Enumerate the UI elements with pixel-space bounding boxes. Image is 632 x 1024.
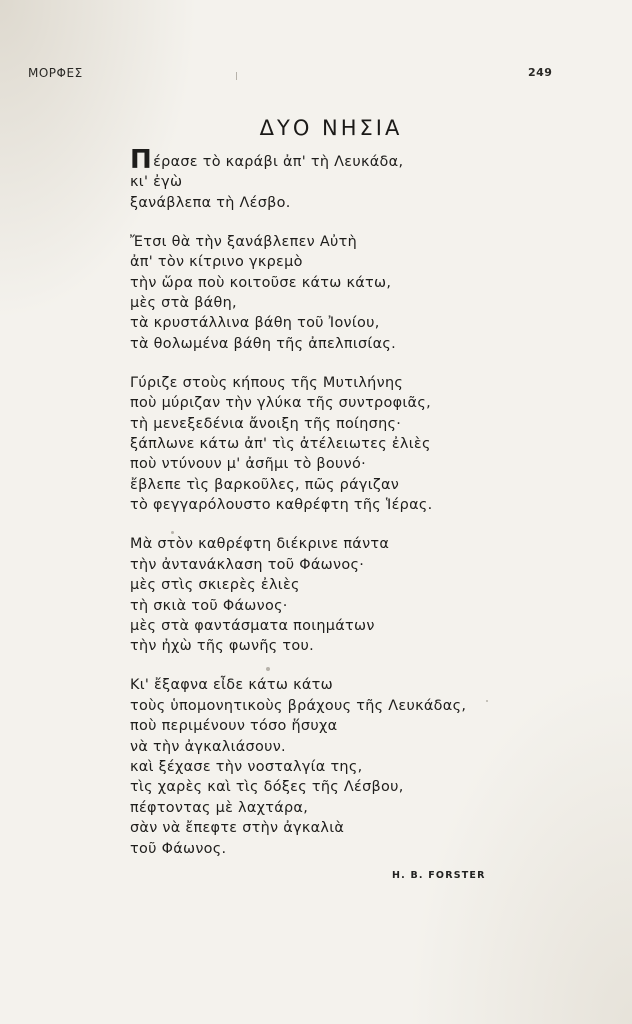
poem-line: κι' ἐγὼ: [130, 174, 183, 191]
poem-line: τὴν ἀντανάκλαση τοῦ Φάωνος·: [130, 556, 365, 573]
poem-line: ξάπλωνε κάτω ἀπ' τὶς ἀτέλειωτες ἐλιὲς: [130, 436, 431, 453]
paper-speck: [236, 72, 237, 80]
poem-line: τοὺς ὑπομονητικοὺς βράχους τῆς Λευκάδας,: [130, 697, 467, 714]
drop-cap: Π: [130, 145, 153, 175]
running-head-journal: ΜΟΡΦΕΣ: [28, 66, 83, 80]
author-signature: H. B. FORSTER: [392, 870, 486, 881]
stanza-3: [130, 373, 530, 516]
poem-line: Γύριζε στοὺς κήπους τῆς Μυτιλήνης: [130, 374, 404, 391]
first-line-text: έρασε τὸ καράβι ἀπ' τὴ Λευκάδα,: [153, 154, 404, 170]
poem-line: ἀπ' τὸν κίτρινο γκρεμὸ: [130, 254, 303, 271]
stanza-5: [130, 675, 530, 859]
poem-line: τὰ θολωμένα βάθη τῆς ἀπελπισίας.: [130, 335, 396, 352]
poem-line: μὲς στὶς σκιερὲς ἐλιὲς: [130, 577, 300, 594]
poem-line: Ἔτσι θὰ τὴν ξανάβλεπεν Αὐτὴ: [130, 233, 358, 250]
poem-line: τὴ σκιὰ τοῦ Φάωνος·: [130, 597, 288, 614]
poem-line: τὰ κρυστάλλινα βάθη τοῦ Ἰονίου,: [130, 315, 380, 332]
poem-line: ποὺ περιμένουν τόσο ἥσυχα: [130, 718, 338, 735]
poem-line: νὰ τὴν ἀγκαλιάσουν.: [130, 738, 286, 755]
stanza-2: [130, 232, 530, 354]
poem-line: μὲς στὰ βάθη,: [130, 295, 237, 312]
poem-line: Κι' ἔξαφνα εἶδε κάτω κάτω: [130, 677, 333, 694]
poem-line: τὴν ἠχὼ τῆς φωνῆς του.: [130, 638, 314, 655]
poem-title: ΔΥΟ ΝΗΣΙΑ: [259, 116, 403, 140]
page-number: 249: [528, 66, 553, 79]
poem-line: καὶ ξέχασε τὴν νοσταλγία της,: [130, 758, 363, 775]
paper-speck: [266, 667, 270, 671]
paper-speck: [486, 700, 488, 702]
poem-line: Μὰ στὸν καθρέφτη διέκρινε πάντα: [130, 536, 390, 553]
poem-body: [130, 145, 530, 878]
poem-line: μὲς στὰ φαντάσματα ποιημάτων: [130, 617, 375, 634]
poem-line: τοῦ Φάωνος.: [130, 840, 227, 857]
paper-speck: [171, 531, 174, 534]
poem-line: τὶς χαρὲς καὶ τὶς δόξες τῆς Λέσβου,: [130, 779, 404, 796]
poem-line: τὸ φεγγαρόλουστο καθρέφτη τῆς Ἱέρας.: [130, 497, 433, 514]
stanza-1: [130, 145, 530, 213]
poem-line: πέφτοντας μὲ λαχτάρα,: [130, 799, 309, 816]
poem-line: [130, 145, 530, 175]
poem-line: ξανάβλεπα τὴ Λέσβο.: [130, 194, 291, 211]
poem-line: τὴν ὥρα ποὺ κοιτοῦσε κάτω κάτω,: [130, 274, 392, 291]
stanza-4: [130, 534, 530, 656]
poem-line: ποὺ μύριζαν τὴν γλύκα τῆς συντροφιᾶς,: [130, 395, 431, 412]
poem-line: τὴ μενεξεδένια ἄνοιξη τῆς ποίησης·: [130, 415, 402, 432]
poem-line: ποὺ ντύνουν μ' ἀσῆμι τὸ βουνό·: [130, 456, 366, 473]
poem-line: ἔβλεπε τὶς βαρκοῦλες, πῶς ράγιζαν: [130, 476, 400, 493]
poem-line: σὰν νὰ ἔπεφτε στὴν ἀγκαλιὰ: [130, 820, 345, 837]
